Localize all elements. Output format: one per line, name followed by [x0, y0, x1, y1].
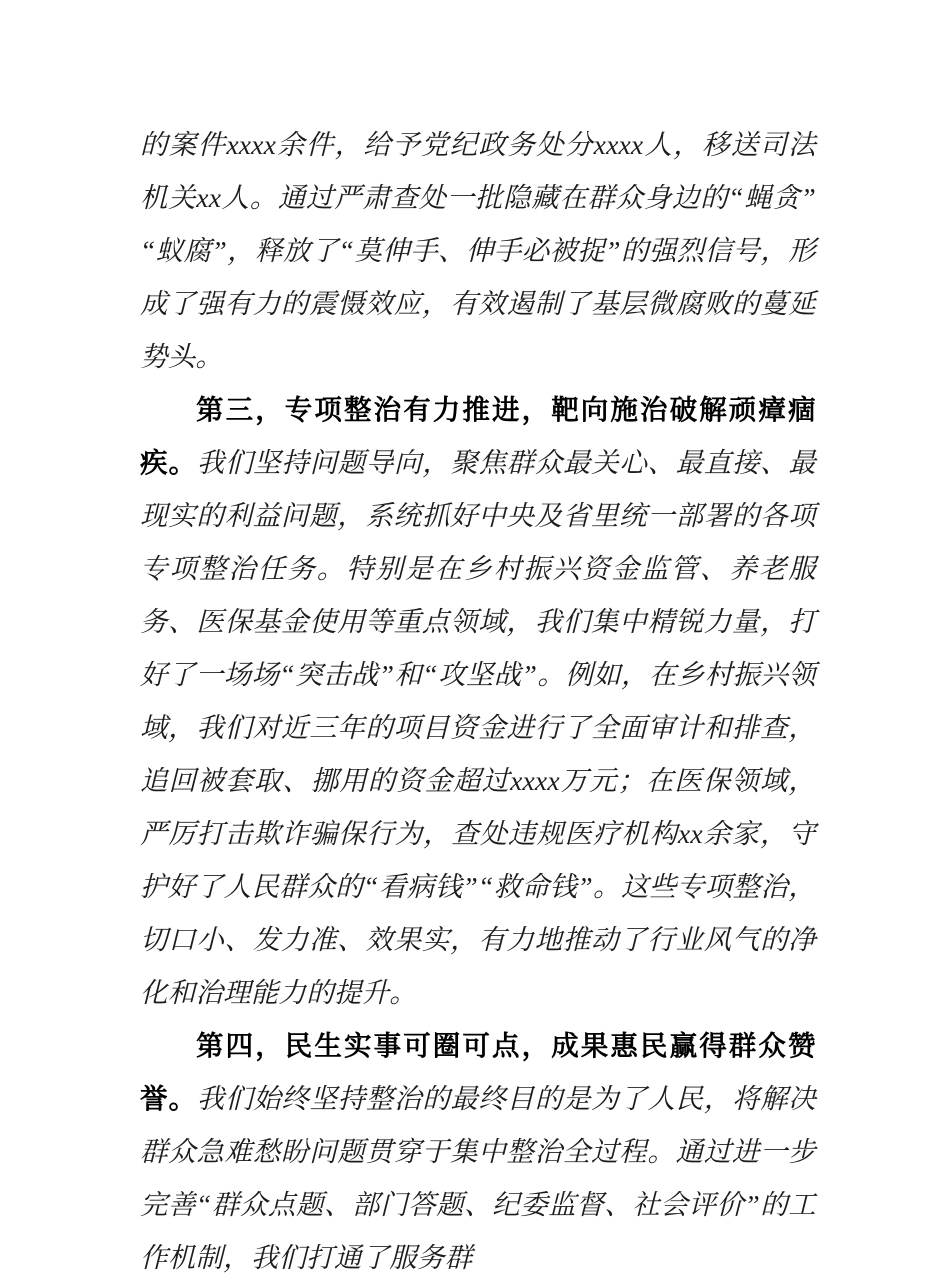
- paragraph-3-heading: 第四，民生实事可圈可点，成果惠民赢得群众赞誉。: [140, 1030, 816, 1114]
- paragraph-1-text: 的案件xxxx余件，给予党纪政务处分xxxx人，移送司法机关xx人。通过严肃查处一批隐藏在群众身边的“蝇贪”“蚁腐”，释放了“莫伸手、伸手必被捉”的强烈信号，形成了强有力的震慑效应，有效遏制了基层微腐败的蔓延势头。: [140, 129, 816, 372]
- paragraph-2: [140, 383, 816, 1019]
- paragraph-1: [140, 118, 816, 383]
- paragraph-3: [140, 1019, 816, 1284]
- paragraph-2-text: 我们坚持问题导向，聚焦群众最关心、最直接、最现实的利益问题，系统抓好中央及省里统一部署的各项专项整治任务。特别是在乡村振兴资金监管、养老服务、医保基金使用等重点领域，我们集中精锐力量，打好了一场场“突击战”和“攻坚战”。例如，在乡村振兴领域，我们对近三年的项目资金进行了全面审计和排查，追回被套取、挪用的资金超过xxxx万元；在医保领域，严厉打击欺诈骗保行为，查处违规医疗机构xx余家，守护好了人民群众的“看病钱”“救命钱”。这些专项整治，切口小、发力准、效果实，有力地推动了行业风气的净化和治理能力的提升。: [140, 447, 816, 1008]
- document-body: [140, 118, 816, 1284]
- paragraph-2-heading: 第三，专项整治有力推进，靶向施治破解顽瘴痼疾。: [140, 394, 816, 478]
- paragraph-3-text: 我们始终坚持整治的最终目的是为了人民，将解决群众急难愁盼问题贯穿于集中整治全过程。通过进一步完善“群众点题、部门答题、纪委监督、社会评价”的工作机制，我们打通了服务群: [140, 1083, 816, 1273]
